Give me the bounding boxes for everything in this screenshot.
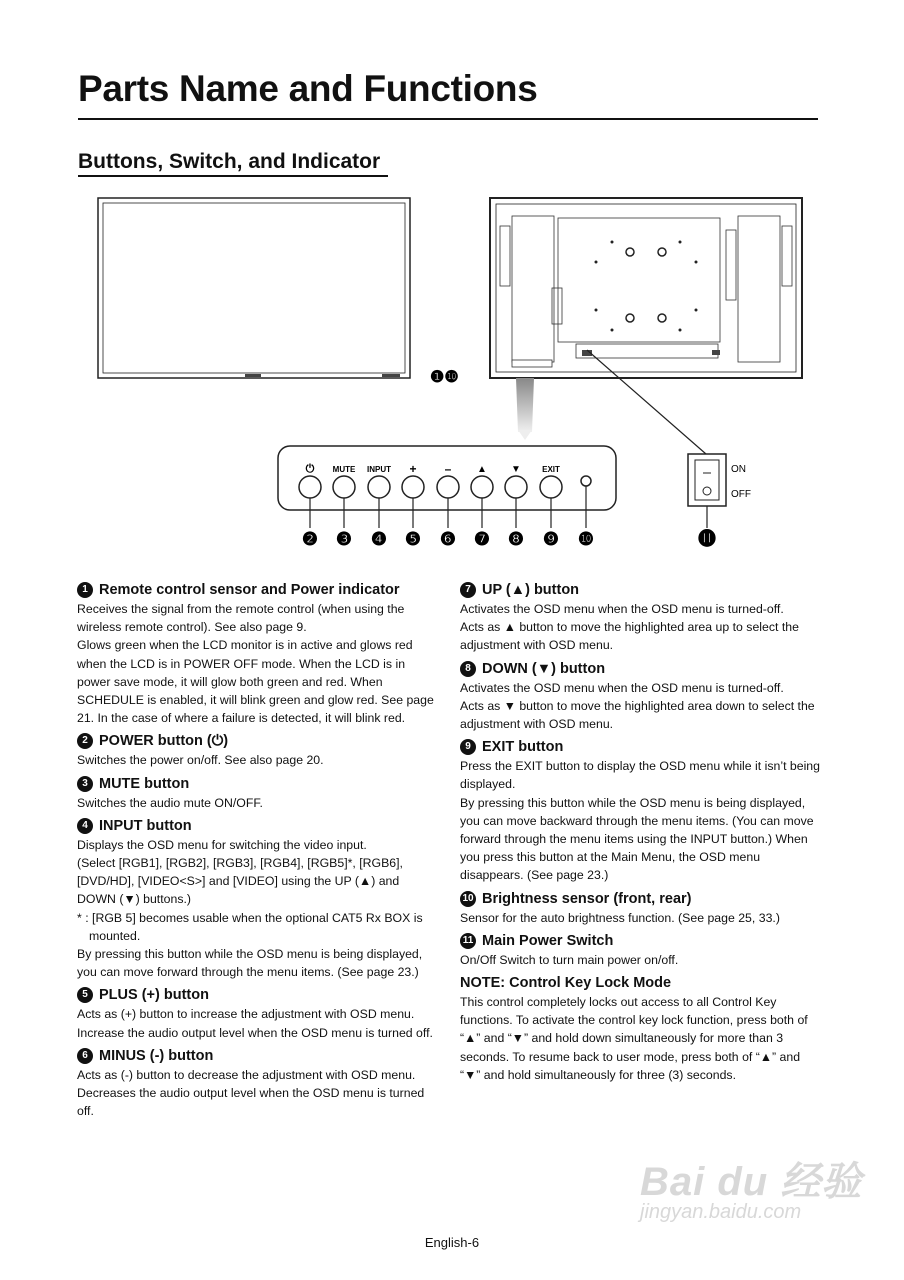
input-button[interactable] <box>368 476 390 498</box>
plus-button[interactable] <box>402 476 424 498</box>
item-remote-sensor <box>77 580 439 727</box>
item-title: DOWN (▼) button <box>482 660 606 677</box>
watermark-logo: Bai du 经验 <box>640 1160 863 1204</box>
item-title: MUTE button <box>99 775 190 792</box>
item-text: By pressing this button while the OSD menu is being displayed, you can move forward through the menu items. (See page 23.) <box>77 947 423 980</box>
callout-2: ❷ <box>301 529 319 549</box>
number-badge: 11 <box>460 933 476 949</box>
item-title: Main Power Switch <box>482 932 614 949</box>
down-button[interactable] <box>505 476 527 498</box>
number-badge: 6 <box>77 1048 93 1064</box>
number-badge: 2 <box>77 733 93 749</box>
mute-label: MUTE <box>332 465 356 474</box>
item-footnote: * : [RGB 5] becomes usable when the optional CAT5 Rx BOX is mounted. <box>77 910 423 943</box>
callout-9: ❾ <box>542 529 560 549</box>
sensor-beam-tip <box>518 430 532 440</box>
number-badge: 9 <box>460 739 476 755</box>
number-badge: 8 <box>460 661 476 677</box>
item-title: Brightness sensor (front, rear) <box>482 890 692 907</box>
item-plus-button <box>77 985 439 1041</box>
callout-10: ❿ <box>577 529 595 549</box>
item-text: Switches the power on/off. See also page 20. <box>77 753 324 768</box>
mute-button[interactable] <box>333 476 355 498</box>
callout-11: ⓫ <box>698 529 716 549</box>
number-badge: 10 <box>460 891 476 907</box>
down-label: ▼ <box>511 464 521 475</box>
item-title: EXIT button <box>482 739 564 756</box>
item-title: PLUS (+) button <box>99 987 209 1004</box>
panel-buttons <box>299 476 591 498</box>
exit-button[interactable] <box>540 476 562 498</box>
callout-numbers <box>302 528 716 549</box>
sensor-beam <box>516 378 534 432</box>
callout-8: ❽ <box>507 529 525 549</box>
item-mute-button <box>77 774 439 812</box>
title-rule <box>78 118 818 120</box>
minus-button[interactable] <box>437 476 459 498</box>
callout-6: ❻ <box>439 529 457 549</box>
exit-label: EXIT <box>542 465 560 474</box>
item-main-power-switch <box>460 931 822 969</box>
item-text: Acts as ▼ button to move the highlighted area down to select the adjustment with OSD menu. <box>460 698 815 732</box>
item-text: Acts as ▲ button to move the highlighted area up to select the adjustment with OSD menu. <box>460 620 799 653</box>
right-column <box>460 580 822 1084</box>
item-text: (Select [RGB1], [RGB2], [RGB3], [RGB4], [RGB5]*, [RGB6], [DVD/HD], [VIDEO<S>] and [VIDEO] using the UP (▲) and DOWN (▼) buttons.) <box>77 856 403 907</box>
minus-label: – <box>444 462 452 476</box>
item-text: Activates the OSD menu when the OSD menu is turned-off. <box>460 602 784 616</box>
plus-label: + <box>409 462 417 476</box>
switch-on-label: ON <box>731 464 746 475</box>
item-title: Remote control sensor and Power indicator <box>99 582 400 598</box>
left-column <box>77 580 439 1122</box>
item-text: Switches the audio mute ON/OFF. <box>77 795 263 810</box>
item-title: POWER button (⏻) <box>99 733 229 750</box>
front-callout: ❶❿ <box>430 369 459 386</box>
item-up-button <box>460 580 822 655</box>
item-text: Sensor for the auto brightness function. (See page 25, 33.) <box>460 910 780 925</box>
item-text: Press the EXIT button to display the OSD menu while it isn’t being displayed. <box>460 759 820 792</box>
number-badge: 3 <box>77 776 93 792</box>
item-input-button <box>77 816 439 982</box>
note-body: This control completely locks out access to all Control Key functions. To activate the control key lock function, press both of “▲” and “▼” and hold down simultaneously for more than 3 seconds. To resume back to user mode, press both of “▲” and “▼” and hold simultaneously for three (3) seconds. <box>460 995 808 1082</box>
item-text: Acts as (+) button to increase the adjustment with OSD menu. Increase the audio output level when the OSD menu is turned off. <box>77 1007 433 1040</box>
section-rule <box>78 175 388 177</box>
callout-4: ❹ <box>370 529 388 549</box>
item-text: Glows green when the LCD monitor is in active and glows red when the LCD is in POWER OFF mode. When the LCD is in power save mode, it will glow both green and red. When SCHEDULE is enabled, it will blink green and glow red. See page 21. In the case of where a failure is detected, it will blink red. <box>77 638 434 726</box>
item-text: Receives the signal from the remote control (when using the wireless remote control). See also page 9. <box>77 602 405 635</box>
switch-off-label: OFF <box>731 489 751 500</box>
item-title: UP (▲) button <box>482 582 580 598</box>
number-badge: 1 <box>77 582 93 598</box>
section-title: Buttons, Switch, and Indicator <box>78 150 381 173</box>
power-button[interactable] <box>299 476 321 498</box>
number-badge: 7 <box>460 582 476 598</box>
main-power-switch[interactable] <box>688 454 726 506</box>
item-text: Activates the OSD menu when the OSD menu is turned-off. <box>460 680 784 695</box>
item-text: By pressing this button while the OSD menu is being displayed, you can move backward through the menu items. (You can move forward through the menu items using the INPUT button.) When you press this button at the Main Menu, the OSD menu disappears. (See page 23.) <box>460 795 814 883</box>
brightness-sensor <box>581 476 591 486</box>
callout-5: ❺ <box>404 529 422 549</box>
item-down-button <box>460 659 822 734</box>
item-text: Acts as (-) button to decrease the adjustment with OSD menu. Decreases the audio output level when the OSD menu is turned off. <box>77 1067 425 1119</box>
number-badge: 4 <box>77 818 93 834</box>
item-minus-button <box>77 1046 439 1121</box>
callout-7: ❼ <box>473 529 491 549</box>
up-label: ▲ <box>477 464 487 475</box>
power-label: ⏻ <box>305 463 315 475</box>
item-text: Displays the OSD menu for switching the video input. <box>77 837 367 852</box>
watermark-url: jingyan.baidu.com <box>640 1201 802 1223</box>
page-footer: English-6 <box>424 1235 480 1250</box>
number-badge: 5 <box>77 987 93 1003</box>
rear-monitor <box>490 198 802 378</box>
input-label: INPUT <box>367 465 391 474</box>
item-brightness-sensor <box>460 889 822 927</box>
note-title: NOTE: Control Key Lock Mode <box>460 975 672 992</box>
item-text: On/Off Switch to turn main power on/off. <box>460 952 679 967</box>
callout-3: ❸ <box>335 529 353 549</box>
parts-diagram <box>0 185 904 565</box>
page-title: Parts Name and Functions <box>78 68 538 109</box>
up-button[interactable] <box>471 476 493 498</box>
item-exit-button <box>460 737 822 884</box>
item-power-button <box>77 731 439 769</box>
watermark <box>640 1150 862 1224</box>
item-title: INPUT button <box>99 817 192 834</box>
item-title: MINUS (-) button <box>99 1047 214 1064</box>
front-monitor <box>98 198 410 378</box>
